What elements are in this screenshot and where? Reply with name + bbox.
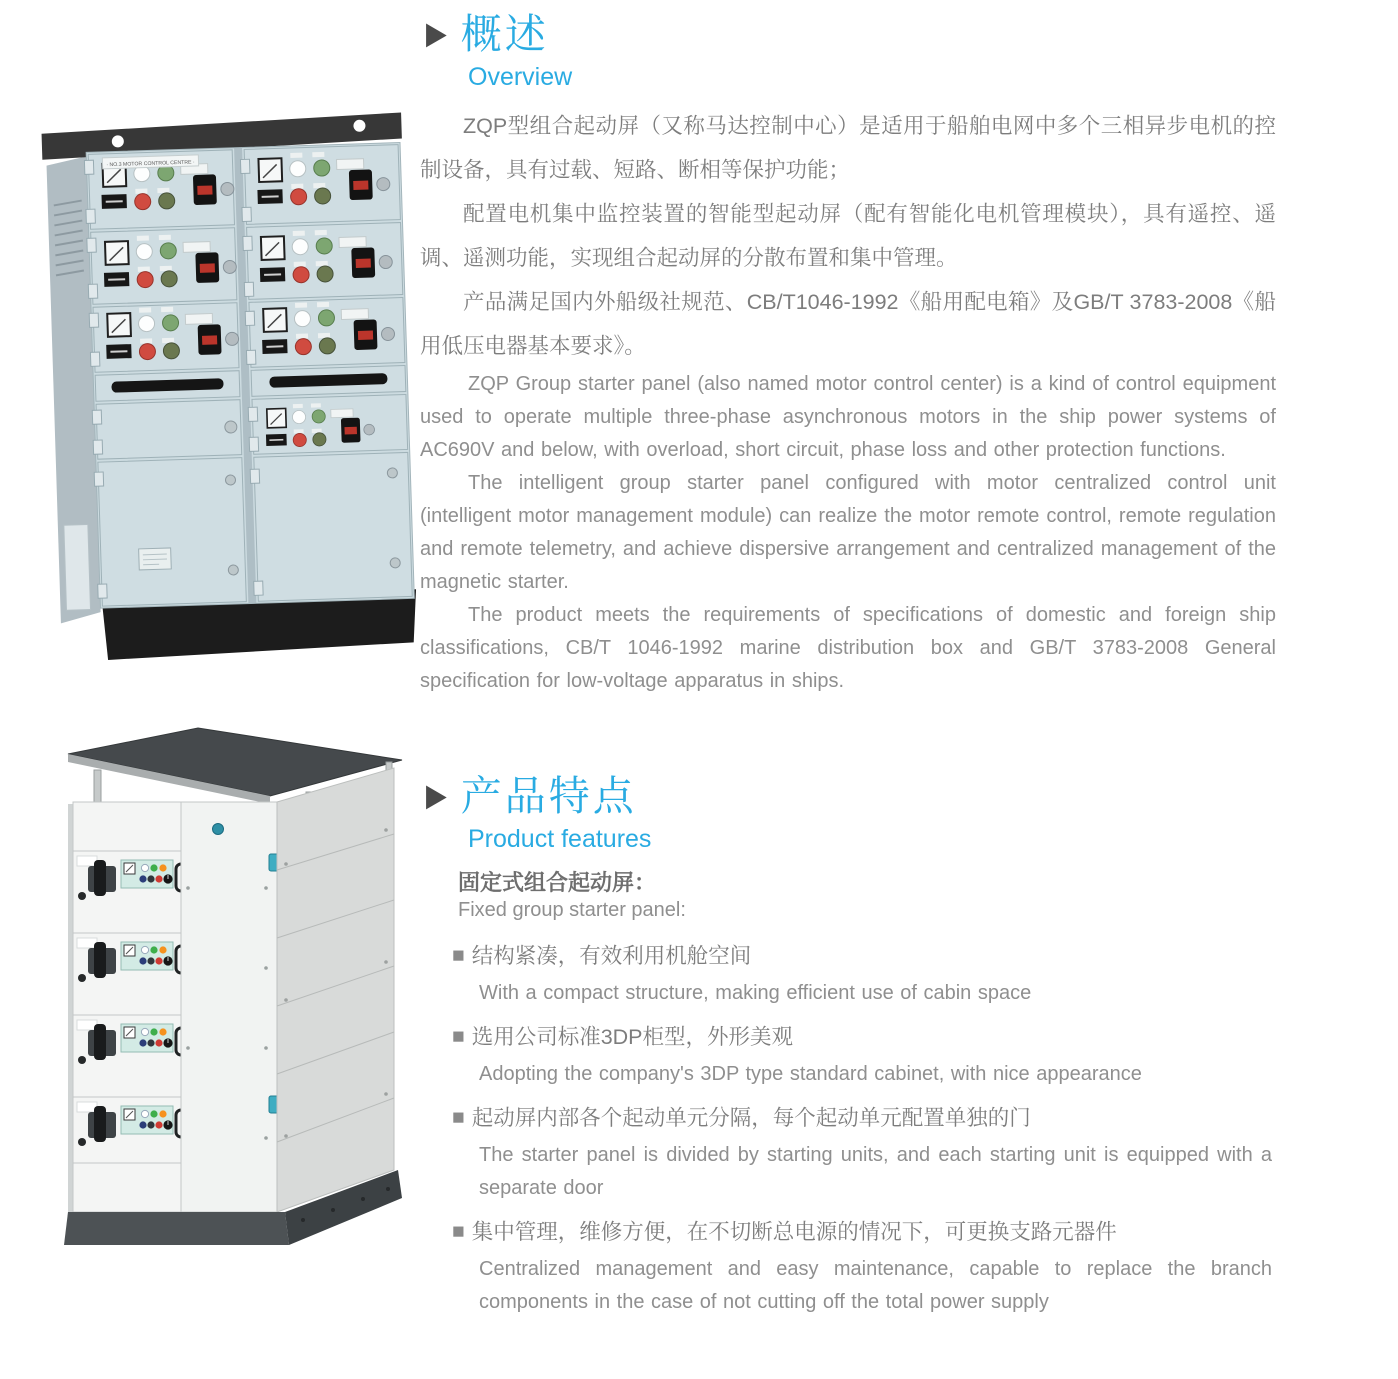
overview-title-cn: 概述 xyxy=(460,11,549,57)
bullet-square-icon: ■ xyxy=(452,1025,465,1048)
3dp-cabinet-render xyxy=(48,708,420,1268)
cabinet2-side-panel xyxy=(277,768,394,1212)
section-arrow-icon: ▶ xyxy=(426,15,447,51)
feature-item xyxy=(452,1098,1276,1205)
cabinet1-label: · NO.3 MOTOR CONTROL CENTRE · xyxy=(106,159,195,169)
feature-item xyxy=(452,1212,1276,1319)
feature-text-en: With a compact structure, making efficient use of cabin space xyxy=(479,982,1032,1004)
feature-text-en: Adopting the company's 3DP type standard cabinet, with nice appearance xyxy=(479,1063,1142,1085)
bullet-square-icon: ■ xyxy=(452,1220,465,1243)
feature-item xyxy=(452,936,1276,1010)
overview-heading xyxy=(420,8,1276,60)
overview-paragraph-en: The product meets the requirements of specifications of domestic and foreign ship classifications, CB/T 1046-1992 marine distribution box and GB/T 3783-2008 General specification for low-voltage apparatus in ships. xyxy=(420,604,1276,692)
feature-text-cn: 起动屏内部各个起动单元分隔，每个起动单元配置单独的门 xyxy=(471,1106,1031,1130)
features-title-en: Product features xyxy=(468,825,652,853)
nameplate xyxy=(139,548,172,570)
cabinet2-center-door xyxy=(181,802,277,1212)
feature-item xyxy=(452,1017,1276,1091)
overview-paragraph-cn: ZQP型组合起动屏（又称马达控制中心）是适用于船舶电网中多个三相异步电机的控制设备，具有过载、短路、断相等保护功能； xyxy=(420,114,1276,182)
fixed-starter-panel-photo xyxy=(38,100,422,700)
bullet-square-icon: ■ xyxy=(452,1106,465,1129)
feature-text-cn: 选用公司标准3DP柜型，外形美观 xyxy=(471,1025,794,1049)
cabinet2-plinth-front xyxy=(64,1212,289,1245)
feature-text-cn: 集中管理，维修方便，在不切断总电源的情况下，可更换支路元器件 xyxy=(471,1220,1117,1244)
feature-text-en: Centralized management and easy maintenance, capable to replace the branch components in the case of not cutting off the total power supply xyxy=(479,1258,1272,1313)
overview-title-en: Overview xyxy=(468,63,573,91)
features-heading xyxy=(420,770,1276,822)
door-knob xyxy=(213,824,224,835)
overview-paragraph-en: ZQP Group starter panel (also named motor control center) is a kind of control equipment used to operate multiple three-phase asynchronous motors in the ship power systems of AC690V and below, with overload, short circuit, phase loss and other protection functions. xyxy=(420,373,1276,461)
features-subtitle-en: Fixed group starter panel: xyxy=(458,899,686,921)
features-subtitle-cn: 固定式组合起动屏： xyxy=(458,870,657,895)
section-arrow-icon: ▶ xyxy=(426,777,447,813)
overview-section xyxy=(420,8,1276,698)
overview-paragraph-en: The intelligent group starter panel configured with motor centralized control unit (intelligent motor management module) can realize the motor remote control, remote regulation and remote telemetry, and achieve dispersive arrangement and centralized management of the magnetic starter. xyxy=(420,472,1276,593)
feature-text-en: The starter panel is divided by starting units, and each starting unit is equipped with a separate door xyxy=(479,1144,1272,1199)
side-vent xyxy=(64,525,91,611)
features-section xyxy=(420,770,1276,1326)
overview-paragraph-cn: 产品满足国内外船级社规范、CB/T1046-1992《船用配电箱》及GB/T 3783-2008《船用低压电器基本要求》。 xyxy=(420,290,1276,358)
feature-text-cn: 结构紧凑，有效利用机舱空间 xyxy=(471,944,752,968)
overview-paragraph-cn: 配置电机集中监控装置的智能型起动屏（配有智能化电机管理模块），具有遥控、遥调、遥测功能，实现组合起动屏的分散布置和集中管理。 xyxy=(420,202,1276,270)
features-title-cn: 产品特点 xyxy=(460,773,637,819)
bullet-square-icon: ■ xyxy=(452,944,465,967)
